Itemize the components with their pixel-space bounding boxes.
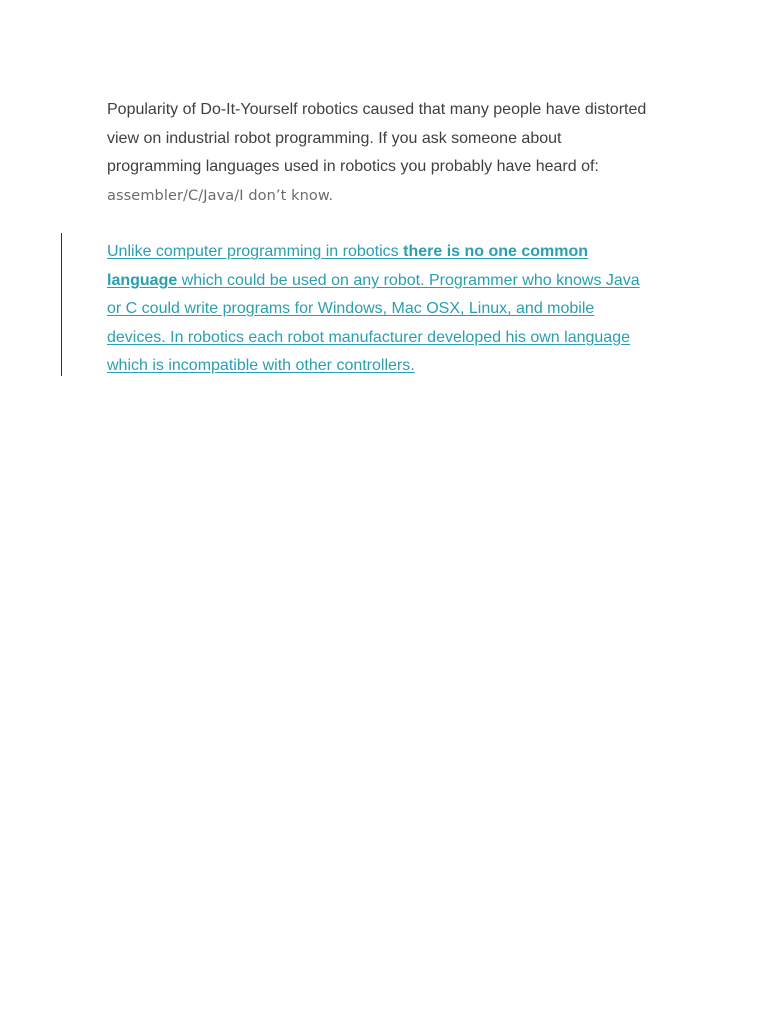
blockquote-paragraph (107, 238, 667, 381)
link-text-4: which is incompatible with other controllers. (107, 357, 415, 375)
link-text-2: or C could write programs for Windows, Mac OSX, Linux, and mobile (107, 300, 595, 318)
bold-phrase-2: language (107, 271, 178, 289)
blockquote-bar (61, 233, 62, 376)
intro-paragraph (107, 96, 677, 210)
bold-phrase-1: there is no one common (403, 243, 589, 260)
link-text-1: which could be used on any robot. Programmer who knows Java (177, 271, 640, 289)
intro-line-1: Popularity of Do-It-Yourself robotics caused that many people have distorted (107, 101, 647, 118)
link-prefix-text: Unlike computer programming in robotics (107, 243, 404, 260)
intro-line-3: programming languages used in robotics you probably have heard of: (107, 158, 599, 176)
intro-line-2: view on industrial robot programming. If you ask someone about (107, 129, 562, 147)
blockquote-link[interactable] (107, 243, 640, 374)
intro-line-4: assembler/C/Java/I don’t know. (107, 187, 334, 204)
link-text-3: devices. In robotics each robot manufacturer developed his own language (107, 328, 630, 346)
